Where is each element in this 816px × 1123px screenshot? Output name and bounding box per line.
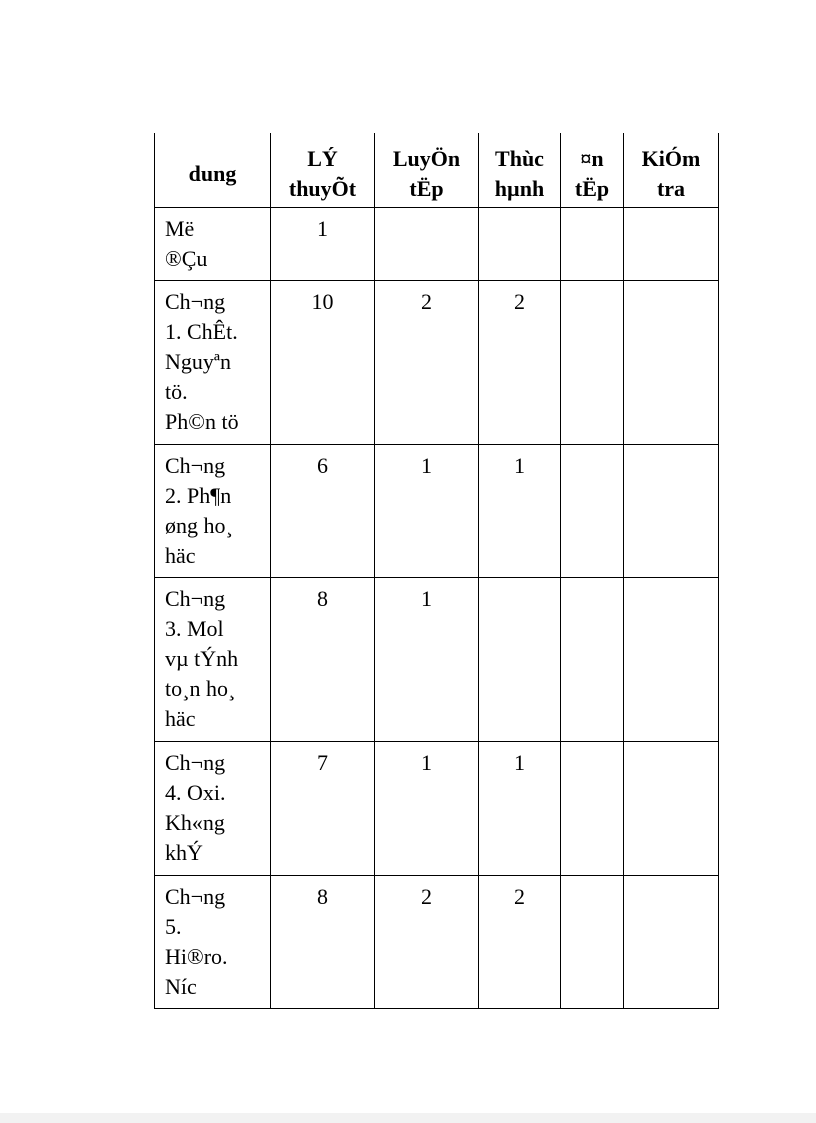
thuc-hanh-cell bbox=[479, 577, 561, 741]
header-kiem-tra bbox=[624, 133, 719, 207]
header-ly-thuyet-line-2: thuyÕt bbox=[288, 175, 357, 201]
luyen-tap-cell: 1 bbox=[375, 741, 479, 875]
header-ly-thuyet-line-1: LÝ bbox=[307, 145, 338, 171]
content-line: 1. ChÊt. bbox=[165, 318, 238, 344]
table-row bbox=[155, 444, 719, 577]
luyen-tap-cell: 2 bbox=[375, 280, 479, 444]
content-line: Kh«ng bbox=[165, 809, 225, 835]
ly-thuyet-cell: 10 bbox=[271, 280, 375, 444]
header-kiem-tra-line-2: tra bbox=[656, 175, 686, 201]
header-content bbox=[155, 133, 271, 207]
header-on-tap-line-2: tËp bbox=[574, 175, 610, 201]
thuc-hanh-cell bbox=[479, 207, 561, 280]
content-line: Ch¬ng bbox=[165, 288, 226, 314]
content-line: Níc bbox=[165, 973, 197, 999]
thuc-hanh-cell: 1 bbox=[479, 741, 561, 875]
header-luyen-tap-line-1: LuyÖn bbox=[392, 145, 461, 171]
content-line: vµ tÝnh bbox=[165, 645, 239, 671]
ly-thuyet-cell: 1 bbox=[271, 207, 375, 280]
content-line: Ch¬ng bbox=[165, 749, 226, 775]
content-cell bbox=[155, 741, 271, 875]
content-cell bbox=[155, 577, 271, 741]
header-thuc-hanh-line-2: hµnh bbox=[494, 175, 545, 201]
table-row bbox=[155, 280, 719, 444]
on-tap-cell bbox=[561, 280, 624, 444]
table-row bbox=[155, 577, 719, 741]
kiem-tra-cell bbox=[624, 444, 719, 577]
table-body bbox=[155, 207, 719, 1008]
kiem-tra-cell bbox=[624, 207, 719, 280]
on-tap-cell bbox=[561, 207, 624, 280]
header-kiem-tra-line-1: KiÓm bbox=[641, 145, 701, 171]
table-row bbox=[155, 741, 719, 875]
header-thuc-hanh bbox=[479, 133, 561, 207]
kiem-tra-cell bbox=[624, 875, 719, 1008]
on-tap-cell bbox=[561, 577, 624, 741]
luyen-tap-cell: 1 bbox=[375, 444, 479, 577]
thuc-hanh-cell: 2 bbox=[479, 280, 561, 444]
on-tap-cell bbox=[561, 444, 624, 577]
header-content-line-1: dung bbox=[188, 160, 237, 186]
header-on-tap-line-1: ¤n bbox=[580, 145, 604, 171]
header-row bbox=[155, 133, 719, 207]
content-line: Ch¬ng bbox=[165, 452, 226, 478]
content-line: häc bbox=[165, 542, 196, 568]
content-line: Më bbox=[165, 215, 195, 241]
luyen-tap-cell bbox=[375, 207, 479, 280]
lesson-schedule-table bbox=[154, 133, 719, 1009]
ly-thuyet-cell: 8 bbox=[271, 875, 375, 1008]
content-cell bbox=[155, 207, 271, 280]
content-line: Ph©n tö bbox=[165, 408, 239, 434]
content-line: to¸n ho¸ bbox=[165, 675, 236, 701]
header-luyen-tap-line-2: tËp bbox=[409, 175, 444, 201]
luyen-tap-cell: 2 bbox=[375, 875, 479, 1008]
on-tap-cell bbox=[561, 875, 624, 1008]
content-line: 3. Mol bbox=[165, 615, 224, 641]
on-tap-cell bbox=[561, 741, 624, 875]
content-line: häc bbox=[165, 705, 196, 731]
thuc-hanh-cell: 1 bbox=[479, 444, 561, 577]
content-line: tö. bbox=[165, 378, 188, 404]
ly-thuyet-cell: 6 bbox=[271, 444, 375, 577]
content-line: 4. Oxi. bbox=[165, 779, 226, 805]
content-line: 2. Ph¶n bbox=[165, 482, 232, 508]
content-cell bbox=[155, 875, 271, 1008]
ly-thuyet-cell: 8 bbox=[271, 577, 375, 741]
table-header bbox=[155, 133, 719, 207]
kiem-tra-cell bbox=[624, 280, 719, 444]
content-line: Ch¬ng bbox=[165, 585, 226, 611]
content-line: ®Çu bbox=[165, 245, 208, 271]
content-line: Ch¬ng bbox=[165, 883, 226, 909]
header-luyen-tap bbox=[375, 133, 479, 207]
header-on-tap bbox=[561, 133, 624, 207]
thuc-hanh-cell: 2 bbox=[479, 875, 561, 1008]
content-line: Nguyªn bbox=[165, 348, 231, 374]
content-line: øng ho¸ bbox=[165, 512, 233, 538]
kiem-tra-cell bbox=[624, 577, 719, 741]
table-row bbox=[155, 207, 719, 280]
header-thuc-hanh-line-1: Thùc bbox=[495, 145, 544, 171]
page-bottom-edge bbox=[0, 1113, 816, 1123]
kiem-tra-cell bbox=[624, 741, 719, 875]
header-ly-thuyet bbox=[271, 133, 375, 207]
table-row bbox=[155, 875, 719, 1008]
ly-thuyet-cell: 7 bbox=[271, 741, 375, 875]
content-line: 5. bbox=[165, 913, 182, 939]
luyen-tap-cell: 1 bbox=[375, 577, 479, 741]
content-line: Hi®ro. bbox=[165, 943, 228, 969]
content-line: khÝ bbox=[165, 839, 203, 865]
content-cell bbox=[155, 280, 271, 444]
content-cell bbox=[155, 444, 271, 577]
